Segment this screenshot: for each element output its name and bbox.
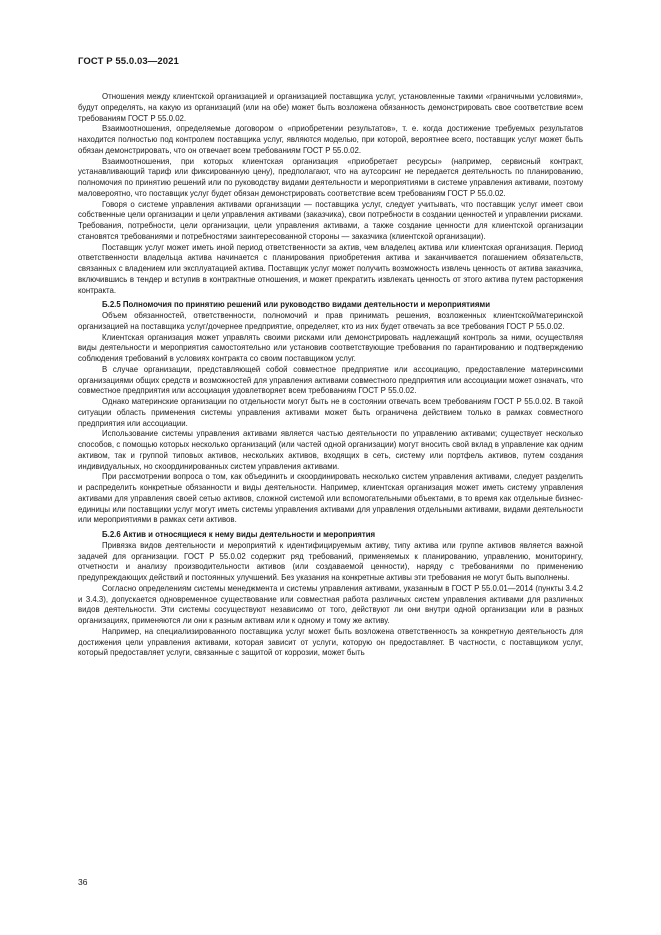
paragraph: Взаимоотношения, при которых клиентская организация «приобретает ресурсы» (например, сервисный контракт, устанавливающий тариф или фиксированную цену), предполагают, что на аутсорсинг не передается деятельность по планированию, полномочия по принятию решений или по руководству видами деятельности и мероприятиями в системе управления активами, поэтому маловероятно, что поставщик услуг будет обязан демонстрировать соответствие всем требованиям ГОСТ Р 55.0.02. bbox=[78, 156, 583, 198]
paragraph: Отношения между клиентской организацией и организацией поставщика услуг, установленные такими «граничными условиями», будут определять, на какую из организаций (или на обе) может быть возложена обязанность демонстрировать свое соответствие всем требованиям ГОСТ Р 55.0.02. bbox=[78, 92, 583, 123]
document-header: ГОСТ Р 55.0.03—2021 bbox=[78, 56, 179, 67]
paragraph: Например, на специализированного поставщика услуг может быть возложена ответственность за конкретную деятельность для достижения цели управления активами, которая зависит от услуги, которую он предоставляет. В частности, с поставщиком услуг, который предоставляет услуги, связанные с защитой от коррозии, может быть bbox=[78, 626, 583, 658]
paragraph: Взаимоотношения, определяемые договором о «приобретении результатов», т. е. когда достижение требуемых результатов находится полностью под контролем поставщика услуг, являются моделью, при которой, вероятнее всего, поставщик услуг может быть обязан демонстрировать, что он отвечает всем требованиям ГОСТ Р 55.0.02. bbox=[78, 124, 583, 155]
paragraph: Поставщик услуг может иметь иной период ответственности за актив, чем владелец актива или клиентская организация. Период ответственности владельца актива начинается с планирования приобретения актива и заканчивается погашением обязательств, связанных с владением или эксплуатацией актива. Поставщик услуг может получить возможность извлечь ценность от актива заказчика, включившись в тендер и вступив в контрактные отношения, и может прекратить извлекать ценность от этого актива путем расторжения контракта. bbox=[78, 242, 583, 295]
paragraph: Говоря о системе управления активами организации — поставщика услуг, следует учитывать, что поставщик услуг имеет свои собственные цели организации и цели управления активами (заказчика), свои потребности в создании ценностей и управлении рисками. Требования, потребности, цели организации, цели управления активами, а также создание ценности для клиентской организации становятся требованиями и потребностями заинтересованной стороны — заказчика (клиентской организации). bbox=[78, 199, 583, 241]
paragraph: Однако материнские организации по отдельности могут быть не в состоянии отвечать всем требованиям ГОСТ Р 55.0.02. В такой ситуации область применения системы управления активами может быть ограничена действием только в рамках совместного предприятия или ассоциации. bbox=[78, 397, 583, 428]
paragraph: Согласно определениям системы менеджмента и системы управления активами, указанным в ГОСТ Р 55.0.01—2014 (пункты 3.4.2 и 3.4.3), допускается одновременное существование или совместная работа различных систем управления активами для различных видов деятельности. Эти системы сосуществуют независимо от того, действуют ли они внутри одной организации или в разных организациях, применяются ли они к разным активам или к одному и тому же активу. bbox=[78, 583, 583, 625]
section-heading-b25: Б.2.5 Полномочия по принятию решений или руководство видами деятельности и мероприятиями bbox=[102, 300, 491, 310]
document-body bbox=[78, 92, 583, 659]
paragraph: Клиентская организация может управлять своими рисками или демонстрировать надлежащий контроль за ними, осуществляя виды деятельности и мероприятия самостоятельно или установив соответствующие требования по гарантированию и подтверждению соблюдения требований в условиях контракта со своим поставщиком услуг. bbox=[78, 332, 583, 363]
paragraph: Использование системы управления активами является частью деятельности по управлению активами; существует несколько способов, с помощью которых несколько организаций (или частей одной организации) могут вносить свой вклад в управление как одним активом, так и группой типовых активов, нескольких активов, входящих в сеть, систему или портфель активов, путем создания индивидуальных, но скоординированных систем управления активами. bbox=[78, 429, 583, 471]
paragraph: При рассмотрении вопроса о том, как объединить и скоординировать несколько систем управления активами, следует разделить и распределить конкретные обязанности и виды деятельности. Например, клиентская организация может иметь систему управления активами для управления своей сетью активов, сложной системой или вспомогательными объектами, в то время как отдельные бизнес-единицы или поставщики услуг могут иметь системы управления активами для управления отдельными активами, видами деятельности или мероприятиями в рамках сети активов. bbox=[78, 472, 583, 525]
paragraph: Привязка видов деятельности и мероприятий к идентифицируемым активу, типу актива или группе активов является важной задачей для организации. ГОСТ Р 55.0.02 содержит ряд требований, применяемых к планированию, управлению, мониторингу, отчетности и анализу производительности активов (или создаваемой ценности), наряду с требованиями по применению предупреждающих действий и постоянных улучшений. Без указания на конкретные активы эти требования не могут быть выполнены. bbox=[78, 540, 583, 582]
paragraph: Объем обязанностей, ответственности, полномочий и прав принимать решения, возложенных клиентской/материнской организацией на поставщика услуг/дочернее предприятие, определяет, кто из них будет отвечать за все требования ГОСТ Р 55.0.02. bbox=[78, 311, 583, 331]
paragraph: В случае организации, представляющей собой совместное предприятие или ассоциацию, предоставление материнскими организациями общих средств и возможностей для управления активами совместного предприятия или ассоциации может означать, что совместное предприятия или ассоциация удовлетворяет всем требованиям ГОСТ Р 55.0.02. bbox=[78, 364, 583, 396]
section-heading-b26: Б.2.6 Актив и относящиеся к нему виды деятельности и мероприятия bbox=[102, 530, 376, 539]
page-number: 36 bbox=[78, 877, 88, 887]
